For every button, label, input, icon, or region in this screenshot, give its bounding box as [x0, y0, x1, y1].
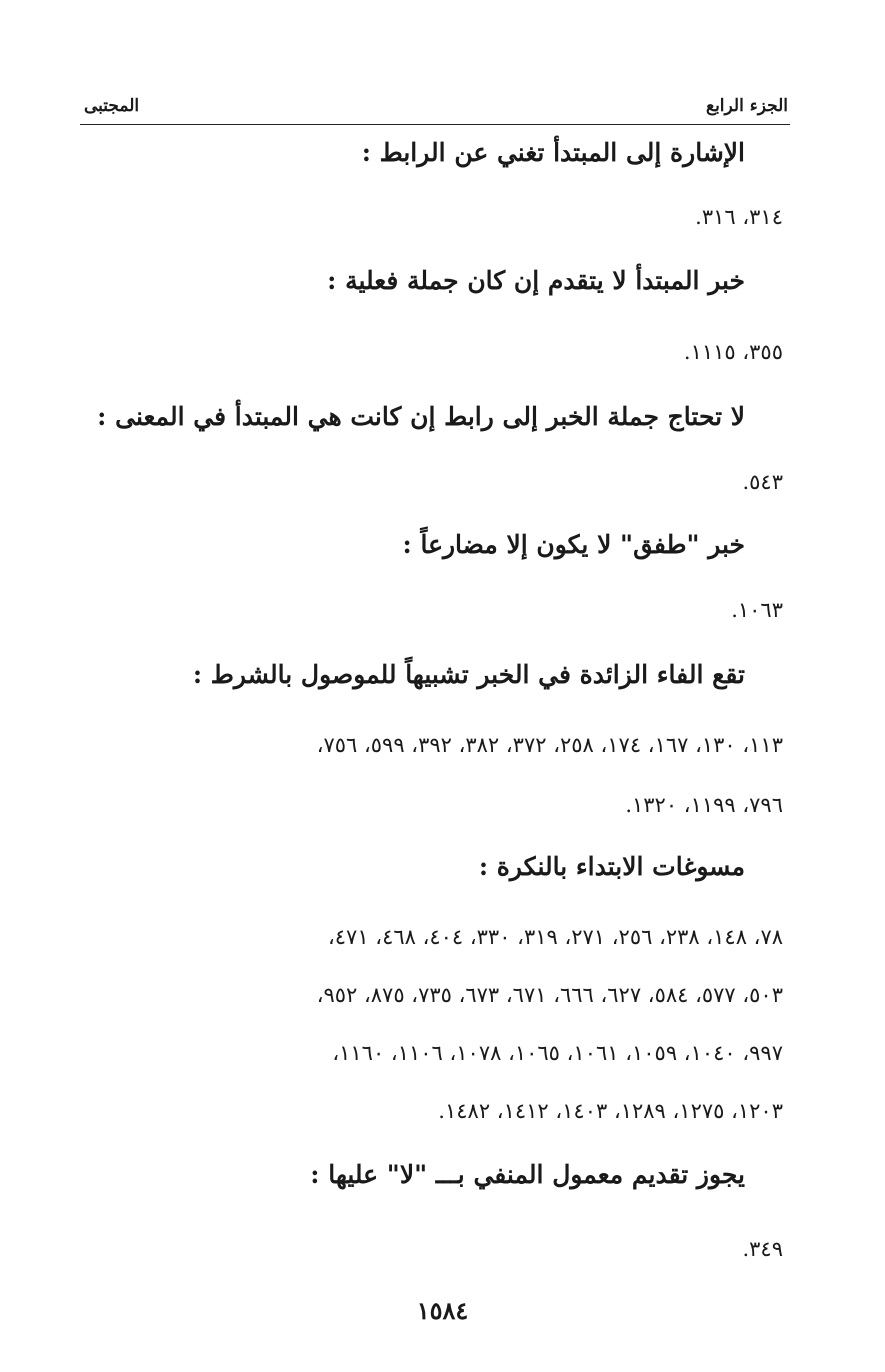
- entry-heading: يجوز تقديم معمول المنفي بـــ "لا" عليها :: [310, 1160, 745, 1189]
- book-title: المجتبى: [84, 96, 140, 116]
- entry-references: ٩٩٧، ١٠٤٠، ١٠٥٩، ١٠٦١، ١٠٦٥، ١٠٧٨، ١١٠٦، ١١٦٠،: [332, 1041, 783, 1065]
- entry-references: ٣١٤، ٣١٦.: [695, 205, 783, 229]
- entry-references: ١٢٠٣، ١٢٧٥، ١٢٨٩، ١٤٠٣، ١٤١٢، ١٤٨٢.: [438, 1099, 783, 1123]
- volume-title: الجزء الرابع: [706, 96, 788, 116]
- entry-references: ٧٩٦، ١١٩٩، ١٣٢٠.: [625, 793, 783, 817]
- entry-heading: لا تحتاج جملة الخبر إلى رابط إن كانت هي المبتدأ في المعنى :: [97, 402, 745, 431]
- entry-references: ٥٠٣، ٥٧٧، ٥٨٤، ٦٢٧، ٦٦٦، ٦٧١، ٦٧٣، ٧٣٥، ٨٧٥، ٩٥٢،: [316, 983, 783, 1007]
- entry-references: ٥٤٣.: [742, 470, 783, 494]
- entry-heading: الإشارة إلى المبتدأ تغني عن الرابط :: [361, 138, 745, 167]
- page-number: ١٥٨٤: [416, 1296, 469, 1325]
- entry-heading: مسوغات الابتداء بالنكرة :: [478, 852, 745, 881]
- entry-heading: خبر المبتدأ لا يتقدم إن كان جملة فعلية :: [327, 266, 745, 295]
- entry-references: ٣٥٥، ١١١٥.: [683, 340, 783, 364]
- entry-references: ١٠٦٣.: [731, 598, 783, 622]
- entry-references: ١١٣، ١٣٠، ١٦٧، ١٧٤، ٢٥٨، ٣٧٢، ٣٨٢، ٣٩٢، ٥٩٩، ٧٥٦،: [316, 733, 783, 757]
- entry-heading: تقع الفاء الزائدة في الخبر تشبيهاً للموصول بالشرط :: [192, 660, 745, 689]
- entry-heading: خبر "طفق" لا يكون إلا مضارعاً :: [402, 530, 745, 559]
- entry-references: ٣٤٩.: [742, 1237, 783, 1261]
- running-header: [80, 94, 790, 125]
- entry-references: ٧٨، ١٤٨، ٢٣٨، ٢٥٦، ٢٧١، ٣١٩، ٣٣٠، ٤٠٤، ٤٦٨، ٤٧١،: [327, 925, 783, 949]
